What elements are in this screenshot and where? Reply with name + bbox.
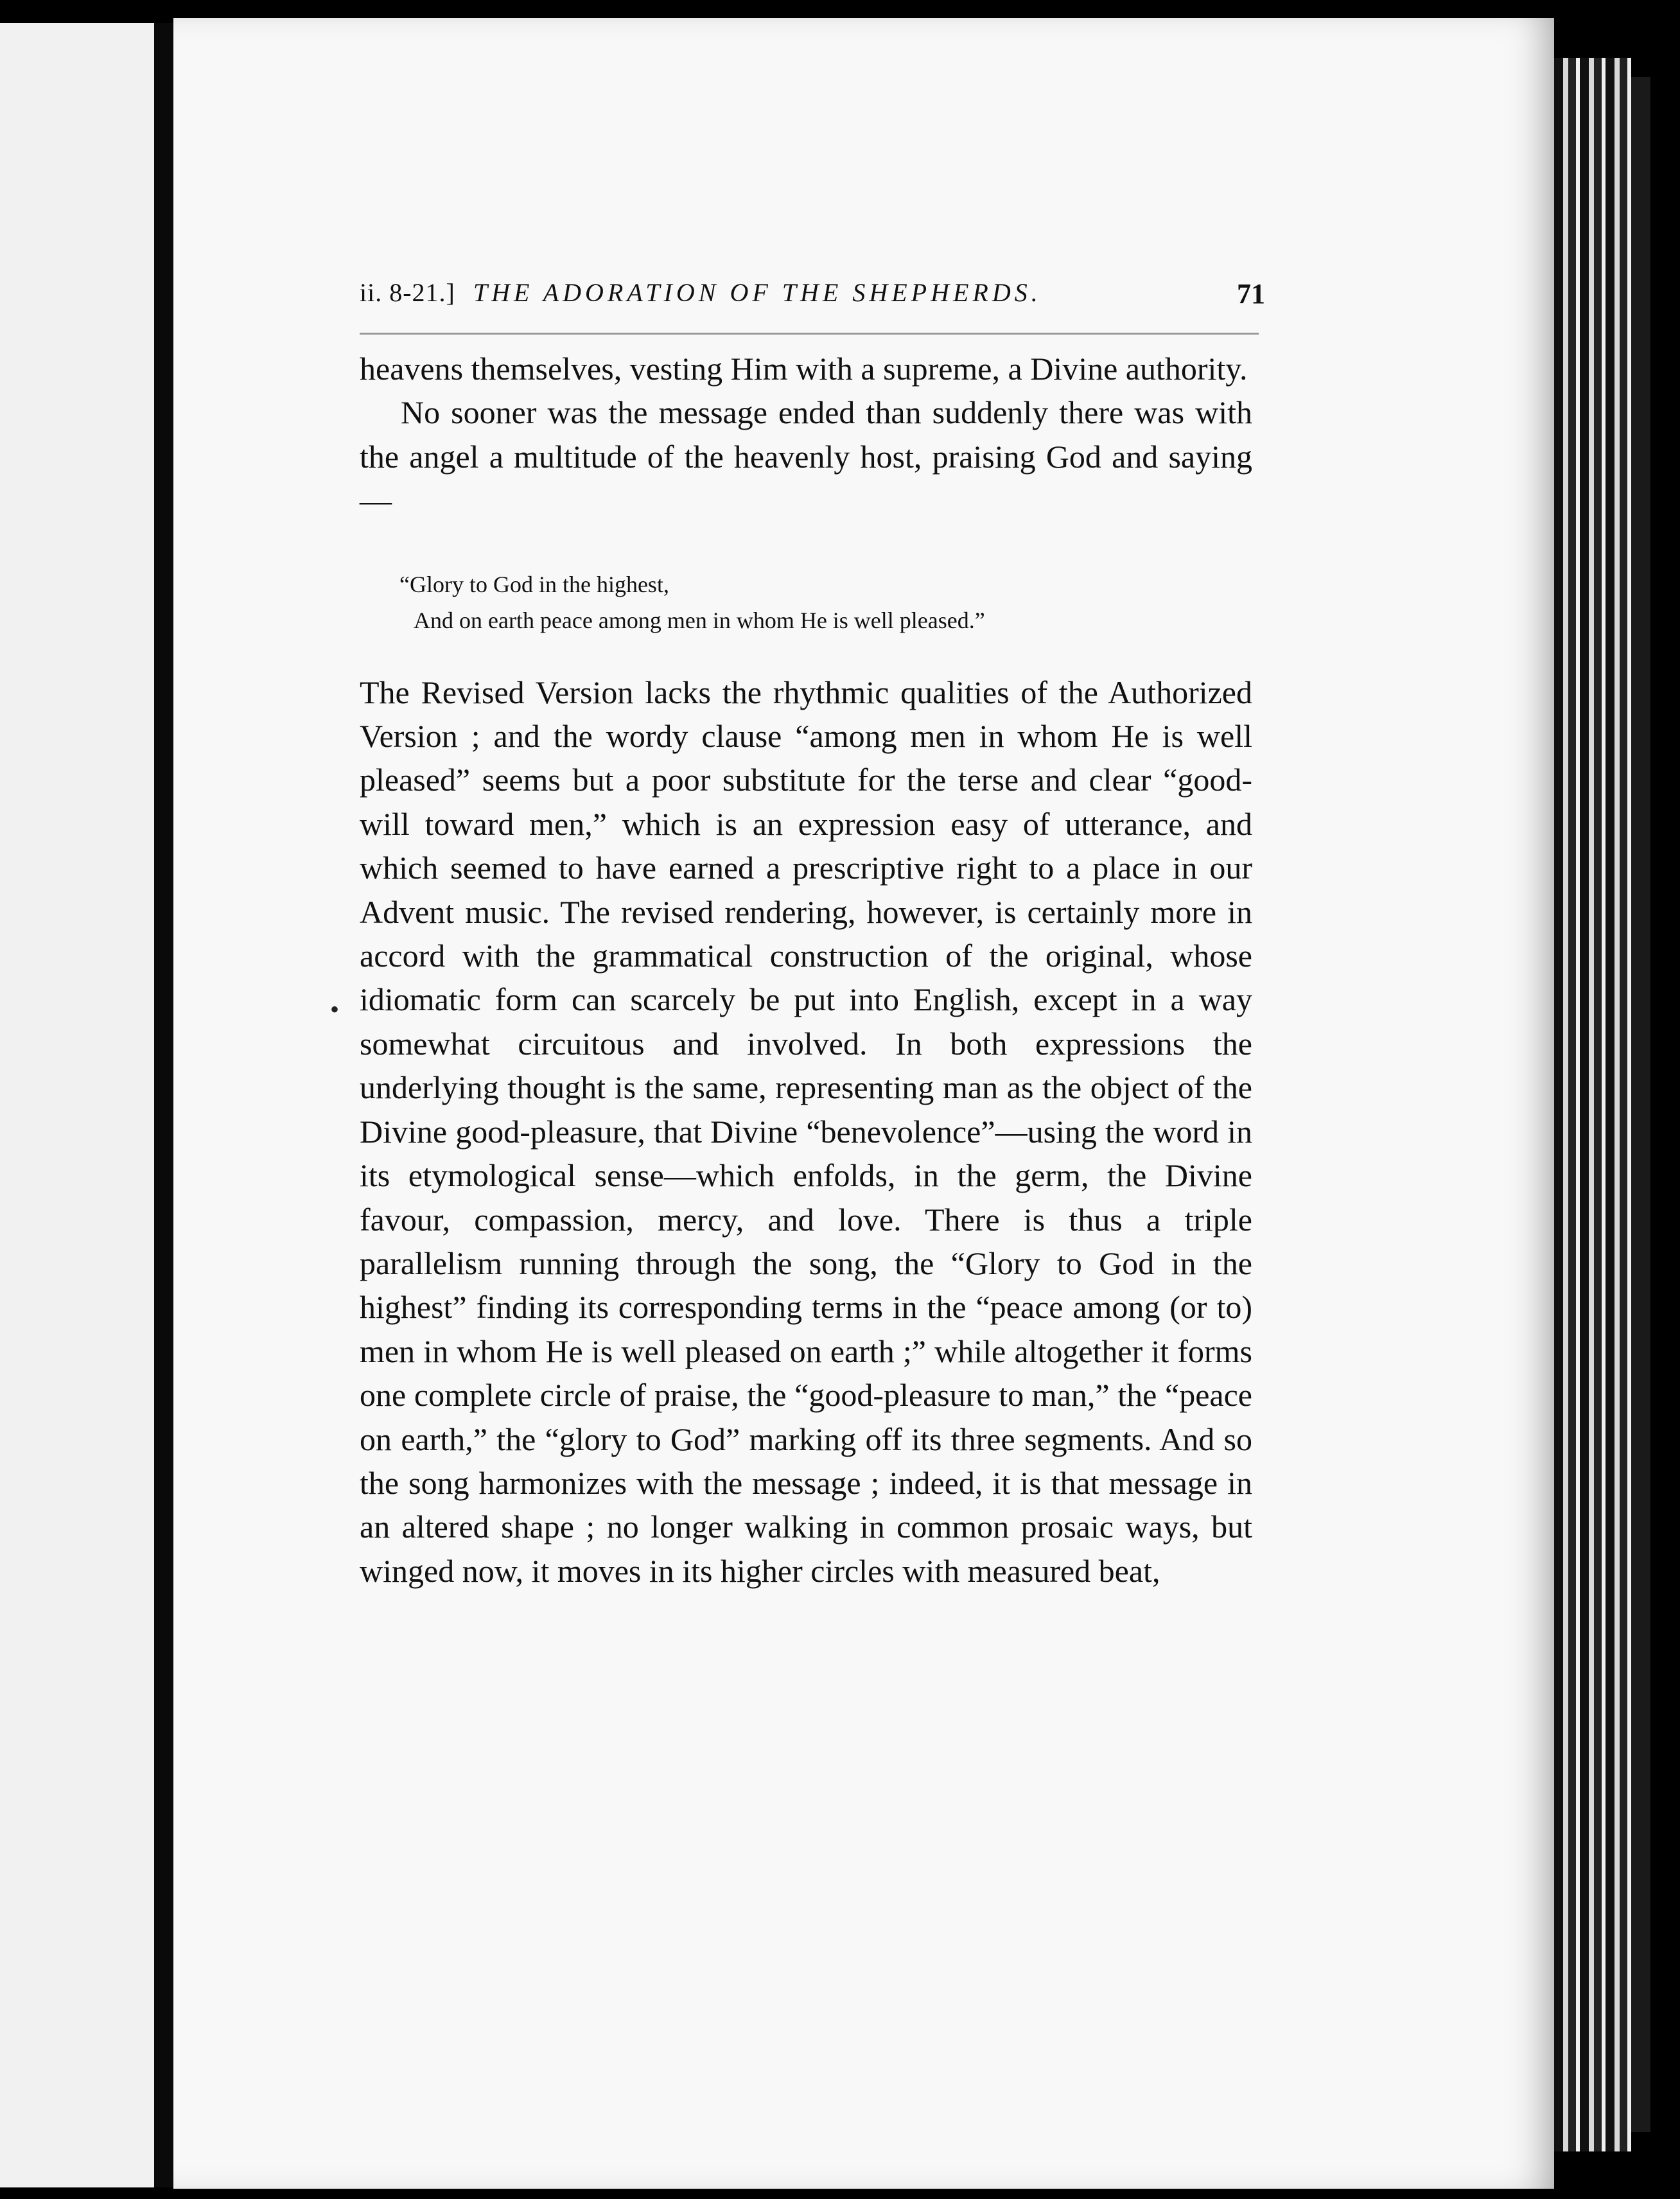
book-cover-edge (1631, 77, 1650, 2132)
verse-line-1: “Glory to God in the highest, (399, 571, 669, 597)
chapter-reference: ii. 8-21.] (360, 278, 455, 307)
left-page-edge (0, 23, 154, 2187)
margin-mark: • (330, 995, 340, 1024)
running-head (360, 277, 1265, 316)
paragraph-commentary: The Revised Version lacks the rhythmic qualities of the Authorized Version ; and the wordy clause “among men in whom He is well pleased” seems but a poor substitute for the terse and clear “good-will toward men,” which is an expression easy of utterance, and which seemed to have earned a prescriptive right to a place in our Advent music. The revised rendering, however, is certainly more in accord with the grammatical construction of the original, whose idiomatic form can scarcely be put into English, except in a way somewhat circuitous and involved. In both expressions the underlying thought is the same, representing man as the object of the Divine good-pleasure, that Divine “benevolence”—using the word in its etymological sense—which enfolds, in the germ, the Divine favour, compassion, mercy, and love. There is thus a triple parallelism running through the song, the “Glory to God in the highest” finding its corresponding terms in the “peace among (or to) men in whom He is well pleased on earth ;” while altogether it forms one complete circle of praise, the “good-pleasure to man,” the “peace on earth,” the “glory to God” marking off its three segments. And so the song harmonizes with the message ; indeed, it is that message in an altered shape ; no longer walking in common prosaic ways, but winged now, it moves in its higher circles with measured beat, (360, 674, 1252, 1589)
paragraph-continued: heavens themselves, vesting Him with a supreme, a Divine authority. (360, 351, 1248, 387)
body-text (360, 347, 1252, 1593)
verse-line-2: And on earth peace among men in whom He is well pleased.” (414, 607, 985, 633)
header-rule (360, 333, 1259, 335)
running-title: THE ADORATION OF THE SHEPHERDS. (473, 278, 1042, 307)
verse-quotation (399, 566, 1252, 638)
paragraph-message: No sooner was the message ended than suddenly there was with the angel a multitude of the heavenly host, praising God and saying— (360, 394, 1252, 519)
book-gutter (154, 23, 173, 2187)
page-number: 71 (1237, 278, 1265, 310)
page-stack-edges (1554, 58, 1631, 2151)
